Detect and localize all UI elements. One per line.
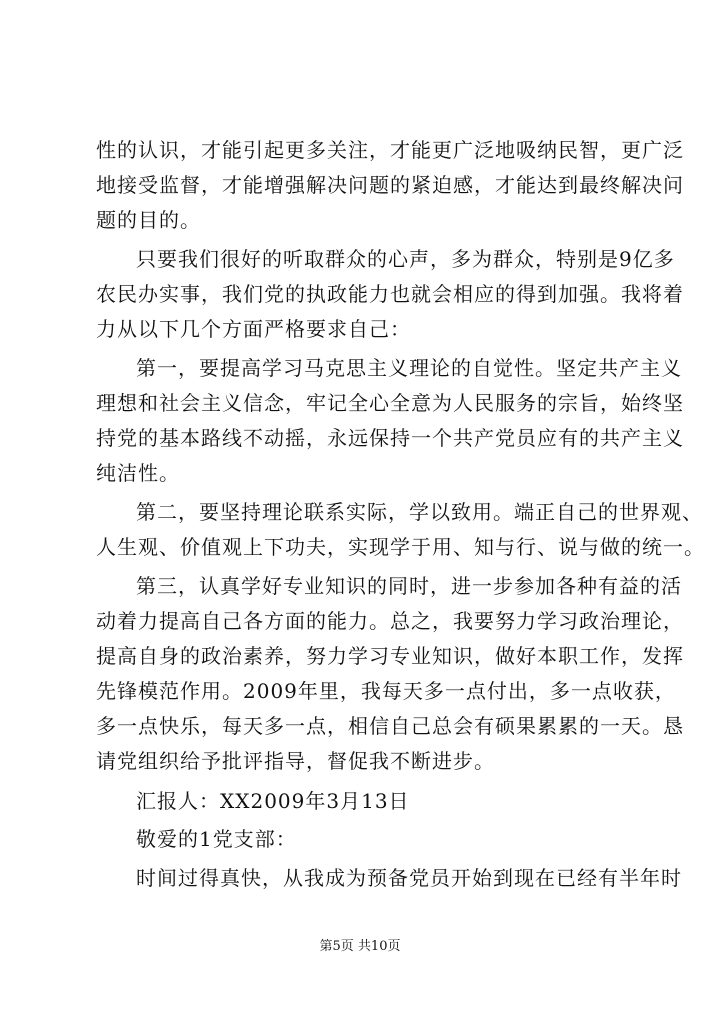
- text-line: 人生观、价值观上下功夫，实现学于用、知与行、说与做的统一。: [96, 535, 705, 559]
- text-line: 先锋模范作用。2009年里，我每天多一点付出，多一点收获，: [96, 679, 676, 703]
- text-line: 农民办实事，我们党的执政能力也就会相应的得到加强。我将着: [96, 282, 684, 306]
- text-line: 题的目的。: [96, 208, 201, 232]
- text-line: 提高自身的政治素养，努力学习专业知识，做好本职工作，发挥: [96, 644, 684, 668]
- text-line: 地接受监督，才能增强解决问题的紧迫感，才能达到最终解决问: [96, 173, 684, 197]
- paragraph-start-line: 第三，认真学好专业知识的同时，进一步参加各种有益的活: [136, 574, 682, 598]
- page-number-footer: 第5页 共10页: [319, 939, 401, 954]
- paragraph-start-line: 只要我们很好的听取群众的心声，多为群众，特别是9亿多: [136, 247, 675, 271]
- salutation-line: 敬爱的1党支部：: [136, 827, 297, 851]
- paragraph-start-line: 第一，要提高学习马克思主义理论的自觉性。坚定共产主义: [136, 356, 682, 380]
- text-line: 纯洁性。: [96, 461, 180, 485]
- text-line: 理想和社会主义信念，牢记全心全意为人民服务的宗旨，始终坚: [96, 391, 684, 415]
- text-line: 力从以下几个方面严格要求自己：: [96, 317, 411, 341]
- paragraph-start-line: 时间过得真快，从我成为预备党员开始到现在已经有半年时: [136, 866, 682, 890]
- text-line: 多一点快乐，每天多一点，相信自己总会有硕果累累的一天。恳: [96, 714, 684, 738]
- paragraph-start-line: 第二，要坚持理论联系实际，学以致用。端正自己的世界观、: [136, 500, 703, 524]
- reporter-signature-line: 汇报人：XX2009年3月13日: [136, 789, 410, 813]
- text-line: 性的认识，才能引起更多关注，才能更广泛地吸纳民智，更广泛: [96, 138, 684, 162]
- text-line: 持党的基本路线不动摇，永远保持一个共产党员应有的共产主义: [96, 426, 684, 450]
- text-line: 请党组织给予批评指导，督促我不断进步。: [96, 749, 495, 773]
- text-line: 动着力提高自己各方面的能力。总之，我要努力学习政治理论，: [96, 609, 684, 633]
